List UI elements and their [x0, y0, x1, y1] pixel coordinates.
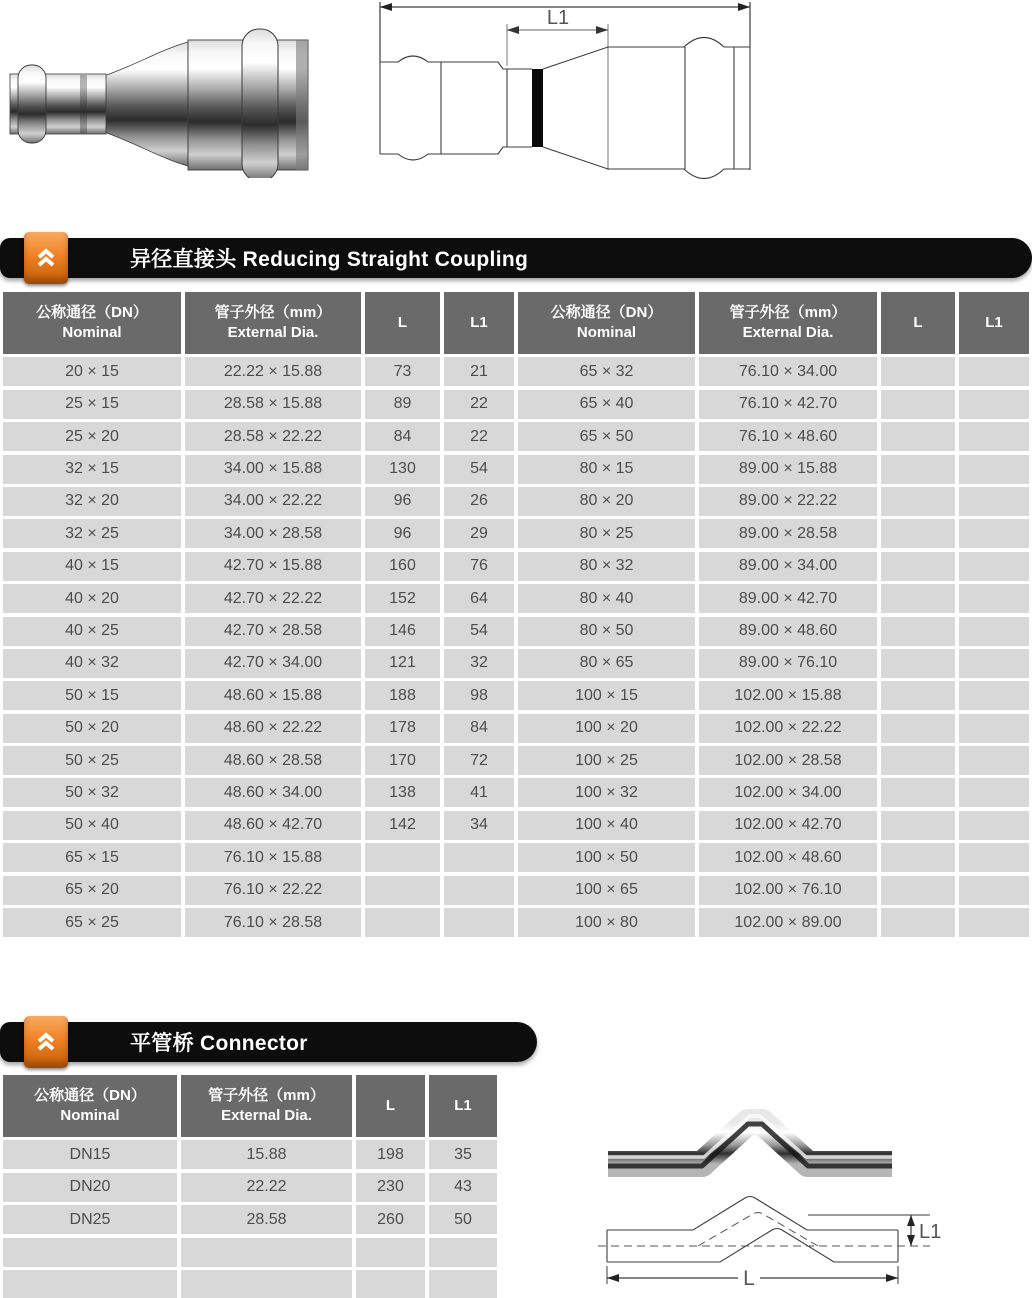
- table-cell: 100 × 40: [518, 811, 695, 840]
- table-cell: 80 × 65: [518, 649, 695, 678]
- table-cell: 100 × 20: [518, 714, 695, 743]
- column-header-external-dia: 管子外径（mm） External Dia.: [185, 292, 361, 354]
- table-cell: 42.70 × 28.58: [185, 617, 361, 646]
- table-cell: [429, 1270, 497, 1298]
- table-cell: 65 × 15: [3, 843, 181, 872]
- table-cell: [881, 519, 955, 548]
- table-cell: [881, 357, 955, 386]
- table-cell: [959, 552, 1029, 581]
- table-cell: 100 × 25: [518, 746, 695, 775]
- table-cell: [959, 390, 1029, 419]
- table-cell: 64: [444, 584, 514, 613]
- table-cell: 34: [444, 811, 514, 840]
- table-cell: 102.00 × 15.88: [699, 681, 877, 710]
- column-header-l1: L1: [444, 292, 514, 354]
- table-cell: 50 × 25: [3, 746, 181, 775]
- table-cell: 65 × 25: [3, 908, 181, 937]
- table-cell: [881, 552, 955, 581]
- table-cell: 42.70 × 34.00: [185, 649, 361, 678]
- table-cell: 32 × 15: [3, 455, 181, 484]
- table-cell: [959, 519, 1029, 548]
- table-cell: 89.00 × 28.58: [699, 519, 877, 548]
- table-cell: 22.22: [181, 1173, 352, 1202]
- column-header-nominal: 公称通径（DN） Nominal: [3, 292, 181, 354]
- table-cell: [881, 714, 955, 743]
- table-cell: [959, 714, 1029, 743]
- table-cell: 35: [429, 1140, 497, 1169]
- table-cell: [959, 843, 1029, 872]
- table-cell: 65 × 20: [3, 876, 181, 905]
- table-row: [3, 876, 1029, 905]
- table-cell: 43: [429, 1173, 497, 1202]
- table-cell: [881, 487, 955, 516]
- column-header-l1: L1: [429, 1075, 497, 1137]
- column-header-l1: L1: [959, 292, 1029, 354]
- table-cell: [959, 876, 1029, 905]
- table-row: [3, 778, 1029, 807]
- table-cell: 28.58: [181, 1205, 352, 1234]
- table-row: [3, 1270, 497, 1298]
- table-cell: 89.00 × 42.70: [699, 584, 877, 613]
- table-cell: 26: [444, 487, 514, 516]
- table-cell: [959, 778, 1029, 807]
- table-cell: 102.00 × 76.10: [699, 876, 877, 905]
- table-cell: [959, 681, 1029, 710]
- table-cell: 100 × 32: [518, 778, 695, 807]
- table-cell: 152: [365, 584, 440, 613]
- table-cell: 100 × 50: [518, 843, 695, 872]
- coupling-table-body: [3, 357, 1029, 937]
- table-cell: [881, 876, 955, 905]
- table-cell: 41: [444, 778, 514, 807]
- table-cell: [881, 908, 955, 937]
- coupling-drawing: [372, 0, 767, 198]
- table-cell: 100 × 65: [518, 876, 695, 905]
- table-cell: 34.00 × 28.58: [185, 519, 361, 548]
- table-row: [3, 681, 1029, 710]
- table-cell: DN25: [3, 1205, 177, 1234]
- table-row: [3, 1205, 497, 1234]
- table-cell: 102.00 × 28.58: [699, 746, 877, 775]
- table-cell: 48.60 × 34.00: [185, 778, 361, 807]
- table-row: [3, 455, 1029, 484]
- table-cell: 32: [444, 649, 514, 678]
- table-cell: [881, 455, 955, 484]
- table-cell: 102.00 × 89.00: [699, 908, 877, 937]
- column-header-external-dia: 管子外径（mm） External Dia.: [699, 292, 877, 354]
- table-cell: [365, 843, 440, 872]
- table-cell: 40 × 32: [3, 649, 181, 678]
- table-cell: [959, 746, 1029, 775]
- table-cell: [881, 811, 955, 840]
- table-cell: 72: [444, 746, 514, 775]
- table-cell: 102.00 × 42.70: [699, 811, 877, 840]
- table-cell: 40 × 15: [3, 552, 181, 581]
- table-cell: 54: [444, 617, 514, 646]
- table-cell: 160: [365, 552, 440, 581]
- table-cell: 198: [356, 1140, 425, 1169]
- table-cell: [881, 681, 955, 710]
- table-row: [3, 487, 1029, 516]
- table-cell: 89: [365, 390, 440, 419]
- table-cell: 188: [365, 681, 440, 710]
- table-cell: 84: [444, 714, 514, 743]
- table-cell: [959, 811, 1029, 840]
- table-cell: [959, 617, 1029, 646]
- table-cell: [881, 390, 955, 419]
- table-cell: 121: [365, 649, 440, 678]
- table-cell: 20 × 15: [3, 357, 181, 386]
- table-cell: 146: [365, 617, 440, 646]
- table-row: [3, 584, 1029, 613]
- table-cell: [881, 422, 955, 451]
- table-cell: [429, 1238, 497, 1267]
- table-cell: 50 × 15: [3, 681, 181, 710]
- connector-drawing: [598, 1192, 948, 1296]
- table-cell: 25 × 15: [3, 390, 181, 419]
- column-header-nominal: 公称通径（DN） Nominal: [3, 1075, 177, 1137]
- table-cell: 50 × 20: [3, 714, 181, 743]
- table-cell: 48.60 × 15.88: [185, 681, 361, 710]
- table-cell: DN20: [3, 1173, 177, 1202]
- dim-label-l: L: [743, 1267, 755, 1290]
- table-cell: 28.58 × 22.22: [185, 422, 361, 451]
- table-cell: 40 × 20: [3, 584, 181, 613]
- table-cell: 22: [444, 422, 514, 451]
- table-cell: 89.00 × 15.88: [699, 455, 877, 484]
- section-title-coupling: 异径直接头 Reducing Straight Coupling: [130, 248, 529, 271]
- table-cell: 73: [365, 357, 440, 386]
- table-row: [3, 1140, 497, 1169]
- table-cell: 34.00 × 15.88: [185, 455, 361, 484]
- table-cell: [959, 908, 1029, 937]
- table-cell: 50 × 40: [3, 811, 181, 840]
- table-row: [3, 908, 1029, 937]
- table-row: [3, 552, 1029, 581]
- table-cell: 50: [429, 1205, 497, 1234]
- table-row: [3, 649, 1029, 678]
- table-cell: 76: [444, 552, 514, 581]
- table-cell: [181, 1270, 352, 1298]
- table-cell: 76.10 × 15.88: [185, 843, 361, 872]
- table-row: [3, 422, 1029, 451]
- table-cell: 76.10 × 34.00: [699, 357, 877, 386]
- table-cell: [959, 422, 1029, 451]
- table-cell: 32 × 25: [3, 519, 181, 548]
- table-cell: 80 × 32: [518, 552, 695, 581]
- connector-table: [3, 1075, 497, 1298]
- table-cell: 230: [356, 1173, 425, 1202]
- section-banner-connector: [0, 1022, 537, 1062]
- table-cell: 84: [365, 422, 440, 451]
- table-cell: 96: [365, 519, 440, 548]
- column-header-l: L: [881, 292, 955, 354]
- table-cell: 28.58 × 15.88: [185, 390, 361, 419]
- table-cell: 80 × 40: [518, 584, 695, 613]
- connector-photo: [600, 1098, 900, 1188]
- table-cell: 76.10 × 22.22: [185, 876, 361, 905]
- table-cell: 48.60 × 22.22: [185, 714, 361, 743]
- table-cell: 89.00 × 34.00: [699, 552, 877, 581]
- table-cell: 29: [444, 519, 514, 548]
- table-cell: 102.00 × 48.60: [699, 843, 877, 872]
- table-row: [3, 519, 1029, 548]
- table-cell: 178: [365, 714, 440, 743]
- table-cell: 48.60 × 28.58: [185, 746, 361, 775]
- coupling-table: [3, 292, 1029, 940]
- table-cell: 130: [365, 455, 440, 484]
- table-cell: 22: [444, 390, 514, 419]
- table-cell: 89.00 × 22.22: [699, 487, 877, 516]
- table-cell: 15.88: [181, 1140, 352, 1169]
- table-cell: 98: [444, 681, 514, 710]
- column-header-external-dia: 管子外径（mm） External Dia.: [181, 1075, 352, 1137]
- table-cell: 65 × 32: [518, 357, 695, 386]
- column-header-nominal: 公称通径（DN） Nominal: [518, 292, 695, 354]
- table-row: [3, 1173, 497, 1202]
- table-cell: 80 × 15: [518, 455, 695, 484]
- table-cell: 100 × 15: [518, 681, 695, 710]
- table-cell: 22.22 × 15.88: [185, 357, 361, 386]
- table-row: [3, 617, 1029, 646]
- table-cell: [444, 876, 514, 905]
- table-cell: 21: [444, 357, 514, 386]
- table-cell: 65 × 40: [518, 390, 695, 419]
- table-cell: [881, 746, 955, 775]
- table-header-row: [3, 292, 1029, 354]
- table-cell: 102.00 × 34.00: [699, 778, 877, 807]
- table-cell: 102.00 × 22.22: [699, 714, 877, 743]
- table-cell: 48.60 × 42.70: [185, 811, 361, 840]
- table-cell: 32 × 20: [3, 487, 181, 516]
- table-cell: [444, 843, 514, 872]
- table-cell: [881, 584, 955, 613]
- table-cell: [881, 843, 955, 872]
- table-cell: [181, 1238, 352, 1267]
- table-cell: [959, 584, 1029, 613]
- table-row: [3, 714, 1029, 743]
- table-cell: 50 × 32: [3, 778, 181, 807]
- table-cell: [356, 1270, 425, 1298]
- table-cell: 80 × 50: [518, 617, 695, 646]
- table-cell: 142: [365, 811, 440, 840]
- table-cell: 40 × 25: [3, 617, 181, 646]
- table-cell: 65 × 50: [518, 422, 695, 451]
- dim-label-l1: L1: [919, 1221, 942, 1243]
- table-cell: 89.00 × 48.60: [699, 617, 877, 646]
- table-cell: 260: [356, 1205, 425, 1234]
- table-cell: [3, 1238, 177, 1267]
- connector-table-body: [3, 1140, 497, 1298]
- table-cell: [959, 455, 1029, 484]
- section-title-connector: 平管桥 Connector: [130, 1032, 308, 1055]
- table-cell: 100 × 80: [518, 908, 695, 937]
- table-cell: [365, 876, 440, 905]
- table-cell: 80 × 25: [518, 519, 695, 548]
- table-cell: 25 × 20: [3, 422, 181, 451]
- table-row: [3, 357, 1029, 386]
- table-cell: [881, 778, 955, 807]
- table-cell: 34.00 × 22.22: [185, 487, 361, 516]
- table-header-row: [3, 1075, 497, 1137]
- chevrons-up-icon: [24, 1016, 68, 1068]
- table-cell: 54: [444, 455, 514, 484]
- table-cell: [444, 908, 514, 937]
- table-cell: [959, 357, 1029, 386]
- section-banner-coupling: [0, 238, 1032, 278]
- dim-label-l1: L1: [546, 7, 570, 29]
- chevrons-up-icon: [24, 232, 68, 284]
- table-row: [3, 1238, 497, 1267]
- table-cell: [3, 1270, 177, 1298]
- table-cell: 80 × 20: [518, 487, 695, 516]
- table-cell: 76.10 × 48.60: [699, 422, 877, 451]
- coupling-photo: [8, 18, 310, 178]
- table-cell: 89.00 × 76.10: [699, 649, 877, 678]
- table-cell: 76.10 × 28.58: [185, 908, 361, 937]
- table-cell: [959, 649, 1029, 678]
- table-row: [3, 843, 1029, 872]
- table-cell: [365, 908, 440, 937]
- table-cell: 76.10 × 42.70: [699, 390, 877, 419]
- table-cell: 42.70 × 22.22: [185, 584, 361, 613]
- column-header-l: L: [356, 1075, 425, 1137]
- table-cell: DN15: [3, 1140, 177, 1169]
- table-cell: [881, 649, 955, 678]
- table-cell: [959, 487, 1029, 516]
- table-cell: 170: [365, 746, 440, 775]
- table-row: [3, 390, 1029, 419]
- table-cell: 138: [365, 778, 440, 807]
- column-header-l: L: [365, 292, 440, 354]
- table-row: [3, 811, 1029, 840]
- table-cell: [881, 617, 955, 646]
- table-row: [3, 746, 1029, 775]
- table-cell: 42.70 × 15.88: [185, 552, 361, 581]
- table-cell: 96: [365, 487, 440, 516]
- table-cell: [356, 1238, 425, 1267]
